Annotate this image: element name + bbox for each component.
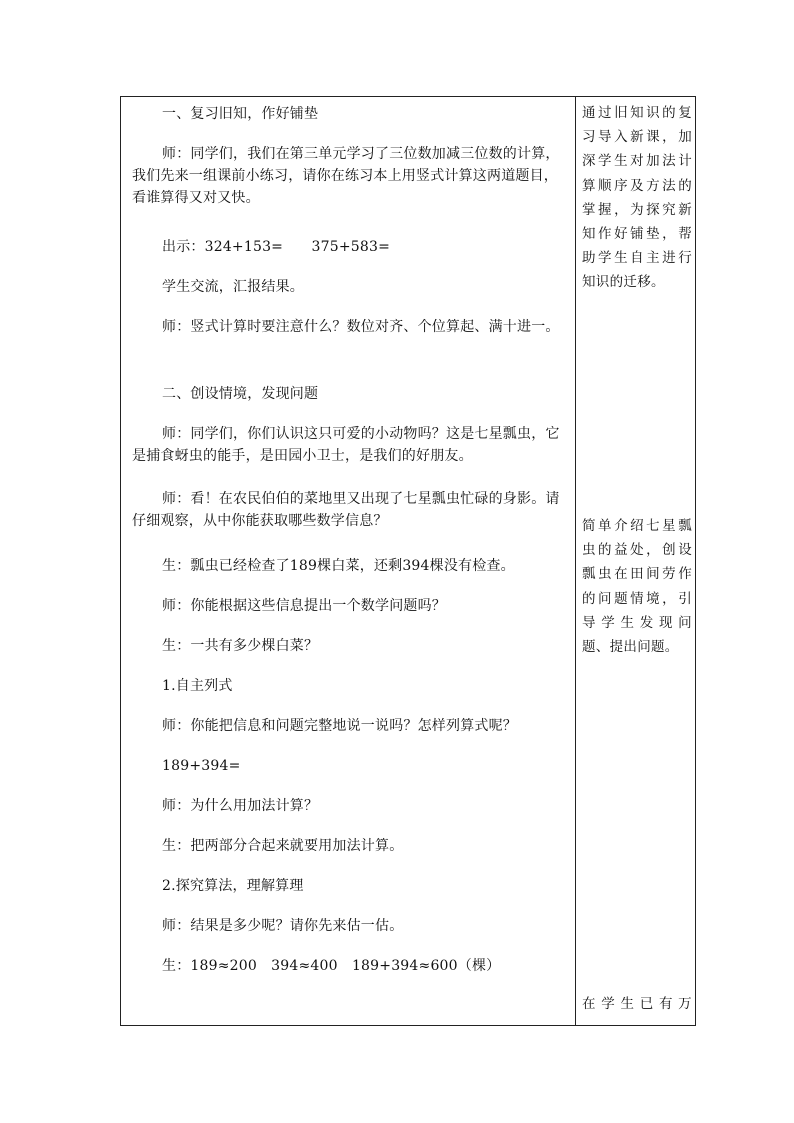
teacher-ladybug-intro: 师：同学们，你们认识这只可爱的小动物吗？这是七星瓢虫，它是捕食蚜虫的能手，是田园小卫士，是我们的好朋友。 [132, 426, 560, 464]
teacher-observe-prompt: 师：看！在农民伯伯的菜地里又出现了七星瓢虫忙碌的身影。请仔细观察，从中你能获取哪些数学信息？ [132, 491, 560, 529]
teacher-intro-paragraph: 师：同学们，我们在第三单元学习了三位数加减三位数的计算，我们先来一组课前小练习，请你在练习本上用竖式计算这两道题目，看谁算得又对又快。 [132, 146, 560, 206]
subheading-self-formula: 1.自主列式 [162, 678, 233, 694]
design-note-situation: 简单介绍七星瓢虫的益处，创设瓢虫在田间劳作的问题情境，引导学生发现问题、提出问题。 [582, 518, 692, 656]
design-note-continuation: 在学生已有万 [582, 996, 692, 1012]
student-estimate: 生：189≈200 394≈400 189+394≈600（棵） [162, 958, 501, 974]
section-heading-review: 一、复习旧知，作好铺垫 [162, 106, 319, 122]
teaching-process-column [121, 97, 575, 1025]
teacher-ask-question: 师：你能根据这些信息提出一个数学问题吗？ [162, 598, 446, 614]
exercise-display: 出示：324+153= 375+583= [162, 239, 391, 255]
lesson-table [120, 96, 696, 1026]
teacher-estimate-prompt: 师：结果是多少呢？请你先来估一估。 [162, 918, 404, 934]
teacher-question-vertical: 师：竖式计算时要注意什么？数位对齐、个位算起、满十进一。 [162, 319, 560, 335]
student-exchange: 学生交流，汇报结果。 [162, 279, 304, 295]
teacher-formula-prompt: 师：你能把信息和问题完整地说一说吗？怎样列算式呢？ [162, 718, 517, 734]
teacher-why-addition: 师：为什么用加法计算？ [162, 798, 319, 814]
student-addition-reason: 生：把两部分合起来就要用加法计算。 [162, 838, 404, 854]
formula-expression: 189+394= [162, 758, 241, 774]
design-note-review: 通过旧知识的复习导入新课，加深学生对加法计算顺序及方法的掌握，为探究新知作好铺垫，帮助学生自主进行知识的迁移。 [582, 105, 692, 291]
student-info: 生：瓢虫已经检查了189棵白菜，还剩394棵没有检查。 [162, 558, 515, 574]
subheading-explore-algorithm: 2.探究算法，理解算理 [162, 878, 304, 894]
design-intent-column [576, 97, 696, 1025]
section-heading-situation: 二、创设情境，发现问题 [162, 386, 319, 402]
student-question: 生：一共有多少棵白菜？ [162, 638, 319, 654]
